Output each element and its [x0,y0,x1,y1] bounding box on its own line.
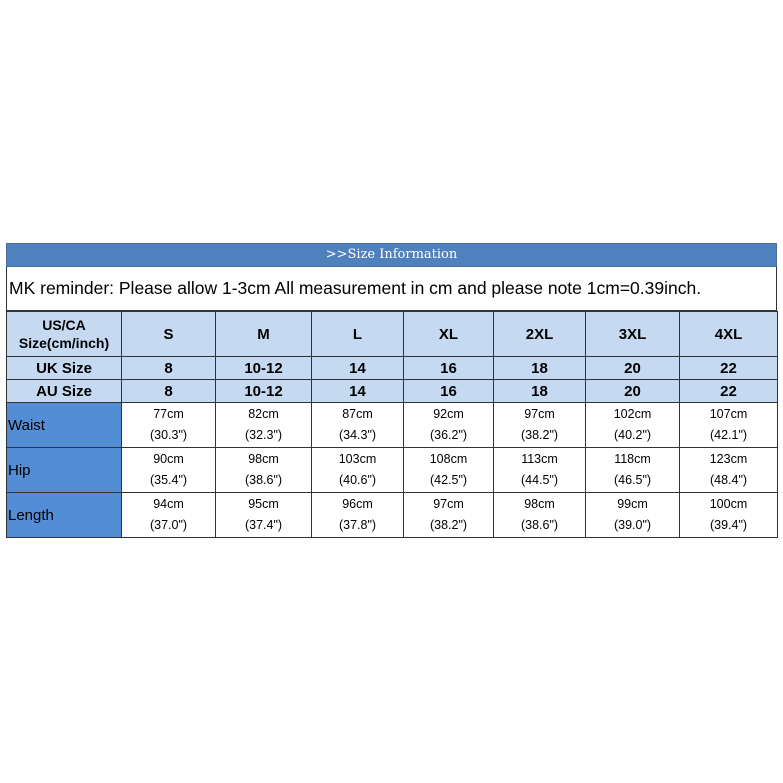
cm-value: 97cm [524,407,555,421]
inch-value: (30.3") [149,428,188,442]
cm-value: 90cm [153,452,184,466]
size-header-label [7,312,122,357]
waist-cell [494,403,586,448]
inch-value: (38.2") [429,518,468,532]
au-size-cell: 14 [312,380,404,403]
length-cell [122,493,216,538]
au-size-cell: 10-12 [216,380,312,403]
inch-value: (38.6") [244,473,283,487]
size-table [6,311,778,538]
size-header-row [7,312,778,357]
size-header-cell: XL [404,312,494,357]
length-cell [494,493,586,538]
inch-value: (35.4") [149,473,188,487]
inch-value: (40.6") [338,473,377,487]
hip-cell [494,448,586,493]
waist-cell [586,403,680,448]
hip-cell [404,448,494,493]
uk-size-cell: 20 [586,357,680,380]
inch-value: (44.5") [520,473,559,487]
inch-value: (42.5") [429,473,468,487]
size-header-cell: 3XL [586,312,680,357]
length-cell [404,493,494,538]
waist-cell [122,403,216,448]
cm-value: 92cm [433,407,464,421]
waist-cell [680,403,778,448]
size-header-cell: M [216,312,312,357]
measurement-reminder: MK reminder: Please allow 1-3cm All measurement in cm and please note 1cm=0.39inch. [6,267,777,311]
inch-value: (37.8") [338,518,377,532]
waist-cell [216,403,312,448]
cm-value: 99cm [617,497,648,511]
length-label: Length [7,493,122,538]
inch-value: (48.4") [709,473,748,487]
cm-value: 98cm [248,452,279,466]
cm-value: 87cm [342,407,373,421]
inch-value: (36.2") [429,428,468,442]
inch-value: (37.4") [244,518,283,532]
hip-label: Hip [7,448,122,493]
inch-value: (37.0") [149,518,188,532]
cm-value: 94cm [153,497,184,511]
cm-value: 77cm [153,407,184,421]
hip-cell [216,448,312,493]
size-header-cell: L [312,312,404,357]
inch-value: (40.2") [613,428,652,442]
length-row [7,493,778,538]
inch-value: (39.4") [709,518,748,532]
size-header-cell: S [122,312,216,357]
au-size-row [7,380,778,403]
au-size-cell: 16 [404,380,494,403]
hip-cell [586,448,680,493]
size-header-cell: 4XL [680,312,778,357]
waist-cell [404,403,494,448]
inch-value: (38.6") [520,518,559,532]
inch-value: (32.3") [244,428,283,442]
waist-label: Waist [7,403,122,448]
inch-value: (39.0") [613,518,652,532]
length-cell [216,493,312,538]
cm-value: 102cm [613,407,652,421]
uk-size-cell: 22 [680,357,778,380]
cm-value: 96cm [342,497,373,511]
inch-value: (42.1") [709,428,748,442]
length-cell [586,493,680,538]
cm-value: 82cm [248,407,279,421]
uk-size-cell: 14 [312,357,404,380]
cm-value: 118cm [614,452,651,466]
cm-value: 108cm [429,452,468,466]
size-header-label-line1: US/CA [42,317,86,333]
uk-size-cell: 18 [494,357,586,380]
au-size-cell: 18 [494,380,586,403]
hip-cell [312,448,404,493]
uk-size-cell: 8 [122,357,216,380]
waist-cell [312,403,404,448]
inch-value: (34.3") [338,428,377,442]
length-cell [680,493,778,538]
size-chart [6,243,777,538]
cm-value: 113cm [521,452,558,466]
size-header-label-line2: Size(cm/inch) [18,335,110,351]
au-size-cell: 20 [586,380,680,403]
cm-value: 97cm [433,497,464,511]
cm-value: 107cm [709,407,748,421]
uk-size-cell: 10-12 [216,357,312,380]
inch-value: (38.2") [520,428,559,442]
length-cell [312,493,404,538]
cm-value: 98cm [524,497,555,511]
au-size-cell: 8 [122,380,216,403]
waist-row [7,403,778,448]
size-header-cell: 2XL [494,312,586,357]
hip-row [7,448,778,493]
size-chart-title: >>Size Information [6,243,777,267]
cm-value: 95cm [248,497,279,511]
cm-value: 100cm [709,497,748,511]
cm-value: 123cm [709,452,748,466]
hip-cell [122,448,216,493]
uk-size-cell: 16 [404,357,494,380]
au-size-cell: 22 [680,380,778,403]
au-size-label: AU Size [7,380,122,403]
cm-value: 103cm [338,452,377,466]
uk-size-row [7,357,778,380]
inch-value: (46.5") [613,473,652,487]
hip-cell [680,448,778,493]
uk-size-label: UK Size [7,357,122,380]
